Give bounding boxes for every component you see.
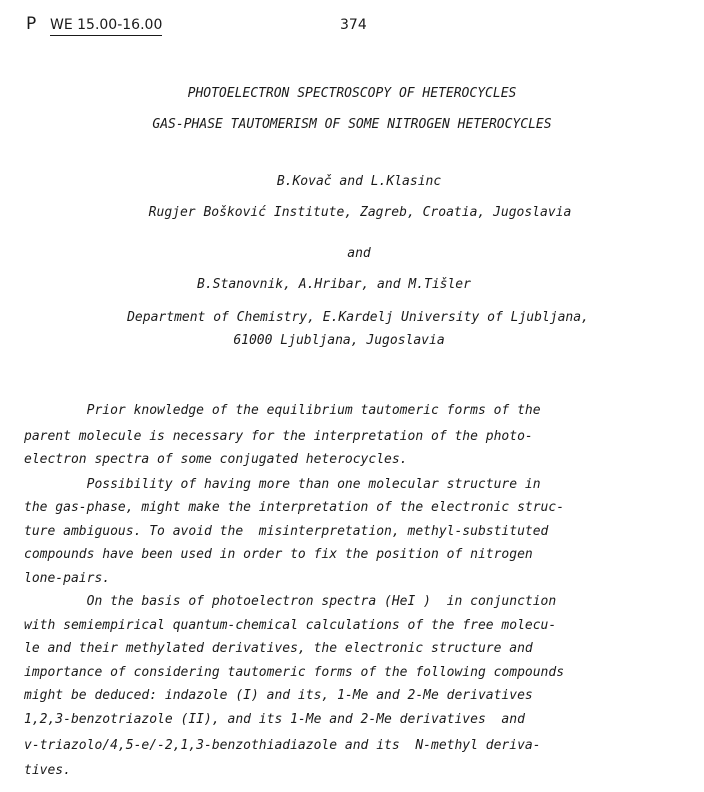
abstract-line: Possibility of having more than one molecular structure in — [24, 477, 541, 492]
abstract-line: importance of considering tautomeric forms of the following compounds — [24, 665, 565, 680]
author-conjunction: and — [347, 246, 371, 261]
abstract-line: lone-pairs. — [24, 571, 111, 586]
affiliation-line-1: Rugjer Bošković Institute, Zagreb, Croatia, Jugoslavia — [148, 205, 572, 220]
authors-line-1: B.Kovač and L.Klasinc — [276, 174, 442, 189]
abstract-line: the gas-phase, might make the interpretation of the electronic struc- — [24, 500, 565, 515]
authors-line-2: B.Stanovnik, A.Hribar, and M.Tišler — [197, 277, 471, 292]
abstract-line: Prior knowledge of the equilibrium tautomeric forms of the — [24, 403, 541, 418]
page-number: 374 — [340, 17, 367, 33]
abstract-line: v-triazolo/4,5-e/-2,1,3-benzothiadiazole and its N-methyl deriva- — [24, 738, 541, 753]
affiliation-line-2b: 61000 Ljubljana, Jugoslavia — [233, 333, 445, 348]
abstract-line: On the basis of photoelectron spectra (HeI ) in conjunction — [24, 594, 557, 609]
session-letter: P — [26, 14, 37, 34]
abstract-line: ture ambiguous. To avoid the misinterpretation, methyl-substituted — [24, 524, 549, 539]
abstract-line: might be deduced: indazole (I) and its, 1-Me and 2-Me derivatives — [24, 688, 533, 703]
abstract-line: parent molecule is necessary for the interpretation of the photo- — [24, 429, 533, 444]
abstract-line: 1,2,3-benzotriazole (II), and its 1-Me and 2-Me derivatives and — [24, 712, 525, 727]
abstract-line: compounds have been used in order to fix the position of nitrogen — [24, 547, 533, 562]
abstract-line: tives. — [24, 763, 71, 778]
affiliation-line-2a: Department of Chemistry, E.Kardelj University of Ljubljana, — [127, 310, 589, 325]
abstract-line: with semiempirical quantum-chemical calculations of the free molecu- — [24, 618, 557, 633]
title-line-1: PHOTOELECTRON SPECTROSCOPY OF HETEROCYCLES — [187, 86, 517, 101]
abstract-line: le and their methylated derivatives, the electronic structure and — [24, 641, 533, 656]
session-time: WE 15.00-16.00 — [50, 16, 162, 36]
abstract-line: electron spectra of some conjugated heterocycles. — [24, 452, 408, 467]
title-line-2: GAS-PHASE TAUTOMERISM OF SOME NITROGEN HETEROCYCLES — [152, 117, 552, 132]
